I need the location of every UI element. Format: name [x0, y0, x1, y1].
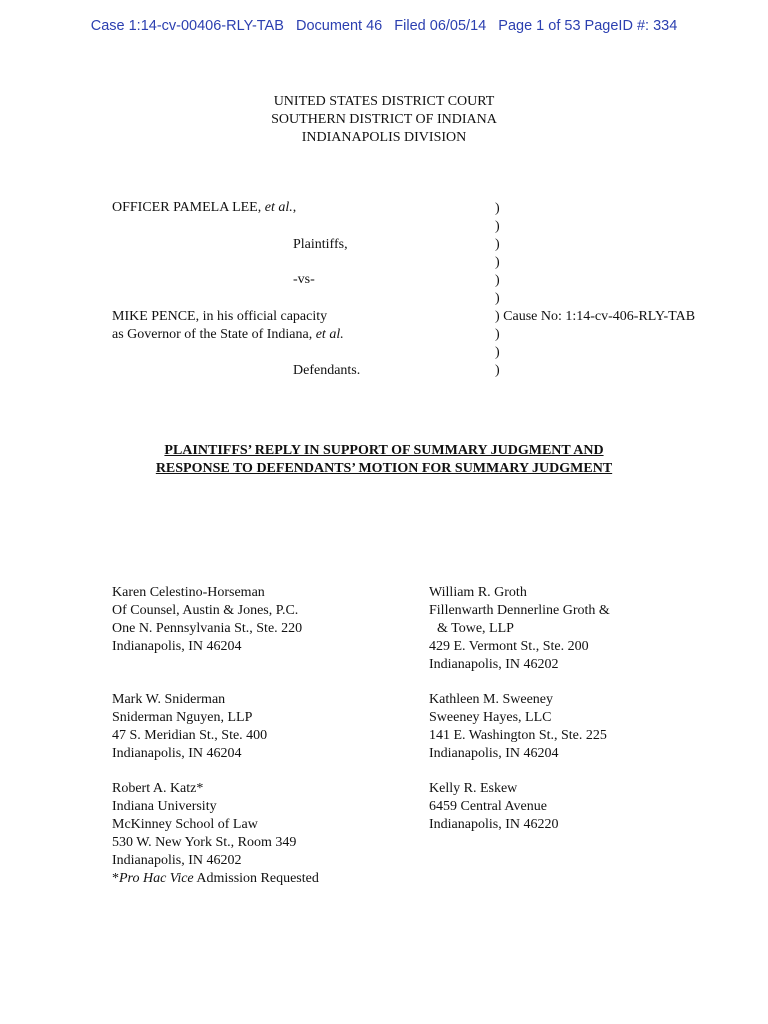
counsel-name: Mark W. Sniderman — [112, 692, 226, 707]
counsel-line: 6459 Central Avenue — [429, 799, 547, 814]
caption-paren: ) — [495, 219, 500, 234]
counsel-name: Kathleen M. Sweeney — [429, 692, 554, 707]
court-name: UNITED STATES DISTRICT COURT — [273, 94, 495, 109]
counsel-line: Sniderman Nguyen, LLP — [112, 710, 253, 725]
counsel-line: Indianapolis, IN 46204 — [429, 746, 559, 761]
caption-paren: ) — [495, 345, 500, 360]
caption-paren: ) — [495, 363, 500, 378]
document-title — [0, 442, 768, 478]
note-italic: Pro Hac Vice — [119, 871, 194, 886]
counsel-line: Indianapolis, IN 46204 — [112, 639, 242, 654]
defendant-name: MIKE PENCE, in his official capacity — [112, 309, 328, 324]
counsel-name: William R. Groth — [429, 585, 527, 600]
document-title-line1: PLAINTIFFS’ REPLY IN SUPPORT OF SUMMARY JUDGMENT AND — [164, 443, 604, 458]
counsel-block-left-2 — [112, 691, 267, 763]
counsel-line: Indiana University — [112, 799, 217, 814]
counsel-block-left-3 — [112, 780, 319, 888]
note-rest: Admission Requested — [193, 871, 319, 886]
caption-paren: ) — [495, 201, 500, 216]
counsel-block-right-2 — [429, 691, 607, 763]
court-district: SOUTHERN DISTRICT OF INDIANA — [271, 112, 497, 127]
note-asterisk: * — [112, 871, 119, 886]
caption-paren: ) — [495, 273, 500, 288]
caption-paren: ) — [495, 327, 500, 342]
defendant-et-al: et al. — [315, 327, 344, 342]
court-division: INDIANAPOLIS DIVISION — [301, 130, 467, 145]
counsel-line: McKinney School of Law — [112, 817, 258, 832]
counsel-name: Kelly R. Eskew — [429, 781, 518, 796]
counsel-line: 530 W. New York St., Room 349 — [112, 835, 297, 850]
caption-paren: ) — [495, 255, 500, 270]
counsel-block-right-1 — [429, 584, 610, 674]
counsel-line: 429 E. Vermont St., Ste. 200 — [429, 639, 589, 654]
cause-number: ) Cause No: 1:14-cv-406-RLY-TAB — [495, 309, 696, 324]
counsel-line: One N. Pennsylvania St., Ste. 220 — [112, 621, 303, 636]
plaintiff-comma: , — [292, 200, 297, 215]
defendant-capacity-text: as Governor of the State of Indiana, — [112, 327, 316, 342]
counsel-name: Robert A. Katz* — [112, 781, 204, 796]
counsel-name: Karen Celestino-Horseman — [112, 585, 265, 600]
counsel-line: Indianapolis, IN 46202 — [429, 657, 559, 672]
pro-hac-vice-note — [112, 870, 319, 888]
counsel-line: 141 E. Washington St., Ste. 225 — [429, 728, 607, 743]
plaintiff-et-al: et al. — [264, 200, 293, 215]
defendant-capacity — [112, 326, 344, 344]
plaintiffs-label: Plaintiffs, — [293, 237, 348, 252]
document-title-line2: RESPONSE TO DEFENDANTS’ MOTION FOR SUMMARY JUDGMENT — [155, 461, 613, 476]
counsel-line: Sweeney Hayes, LLC — [429, 710, 552, 725]
counsel-line: Of Counsel, Austin & Jones, P.C. — [112, 603, 299, 618]
counsel-block-right-3 — [429, 780, 558, 834]
court-heading — [0, 93, 768, 147]
plaintiff-name — [112, 199, 296, 217]
counsel-line: 47 S. Meridian St., Ste. 400 — [112, 728, 268, 743]
counsel-line: Indianapolis, IN 46204 — [112, 746, 242, 761]
caption-paren: ) — [495, 291, 500, 306]
counsel-line: & Towe, LLP — [437, 621, 514, 636]
counsel-line: Fillenwarth Dennerline Groth & — [429, 603, 610, 618]
case-header-stamp: Case 1:14-cv-00406-RLY-TAB Document 46 Filed 06/05/14 Page 1 of 53 PageID #: 334 — [90, 18, 678, 34]
counsel-block-left-1 — [112, 584, 302, 656]
counsel-line: Indianapolis, IN 46202 — [112, 853, 242, 868]
counsel-line: Indianapolis, IN 46220 — [429, 817, 559, 832]
defendants-label: Defendants. — [293, 363, 361, 378]
vs-label: -vs- — [293, 272, 315, 287]
caption-paren: ) — [495, 237, 500, 252]
plaintiff-name-text: OFFICER PAMELA LEE, — [112, 200, 265, 215]
